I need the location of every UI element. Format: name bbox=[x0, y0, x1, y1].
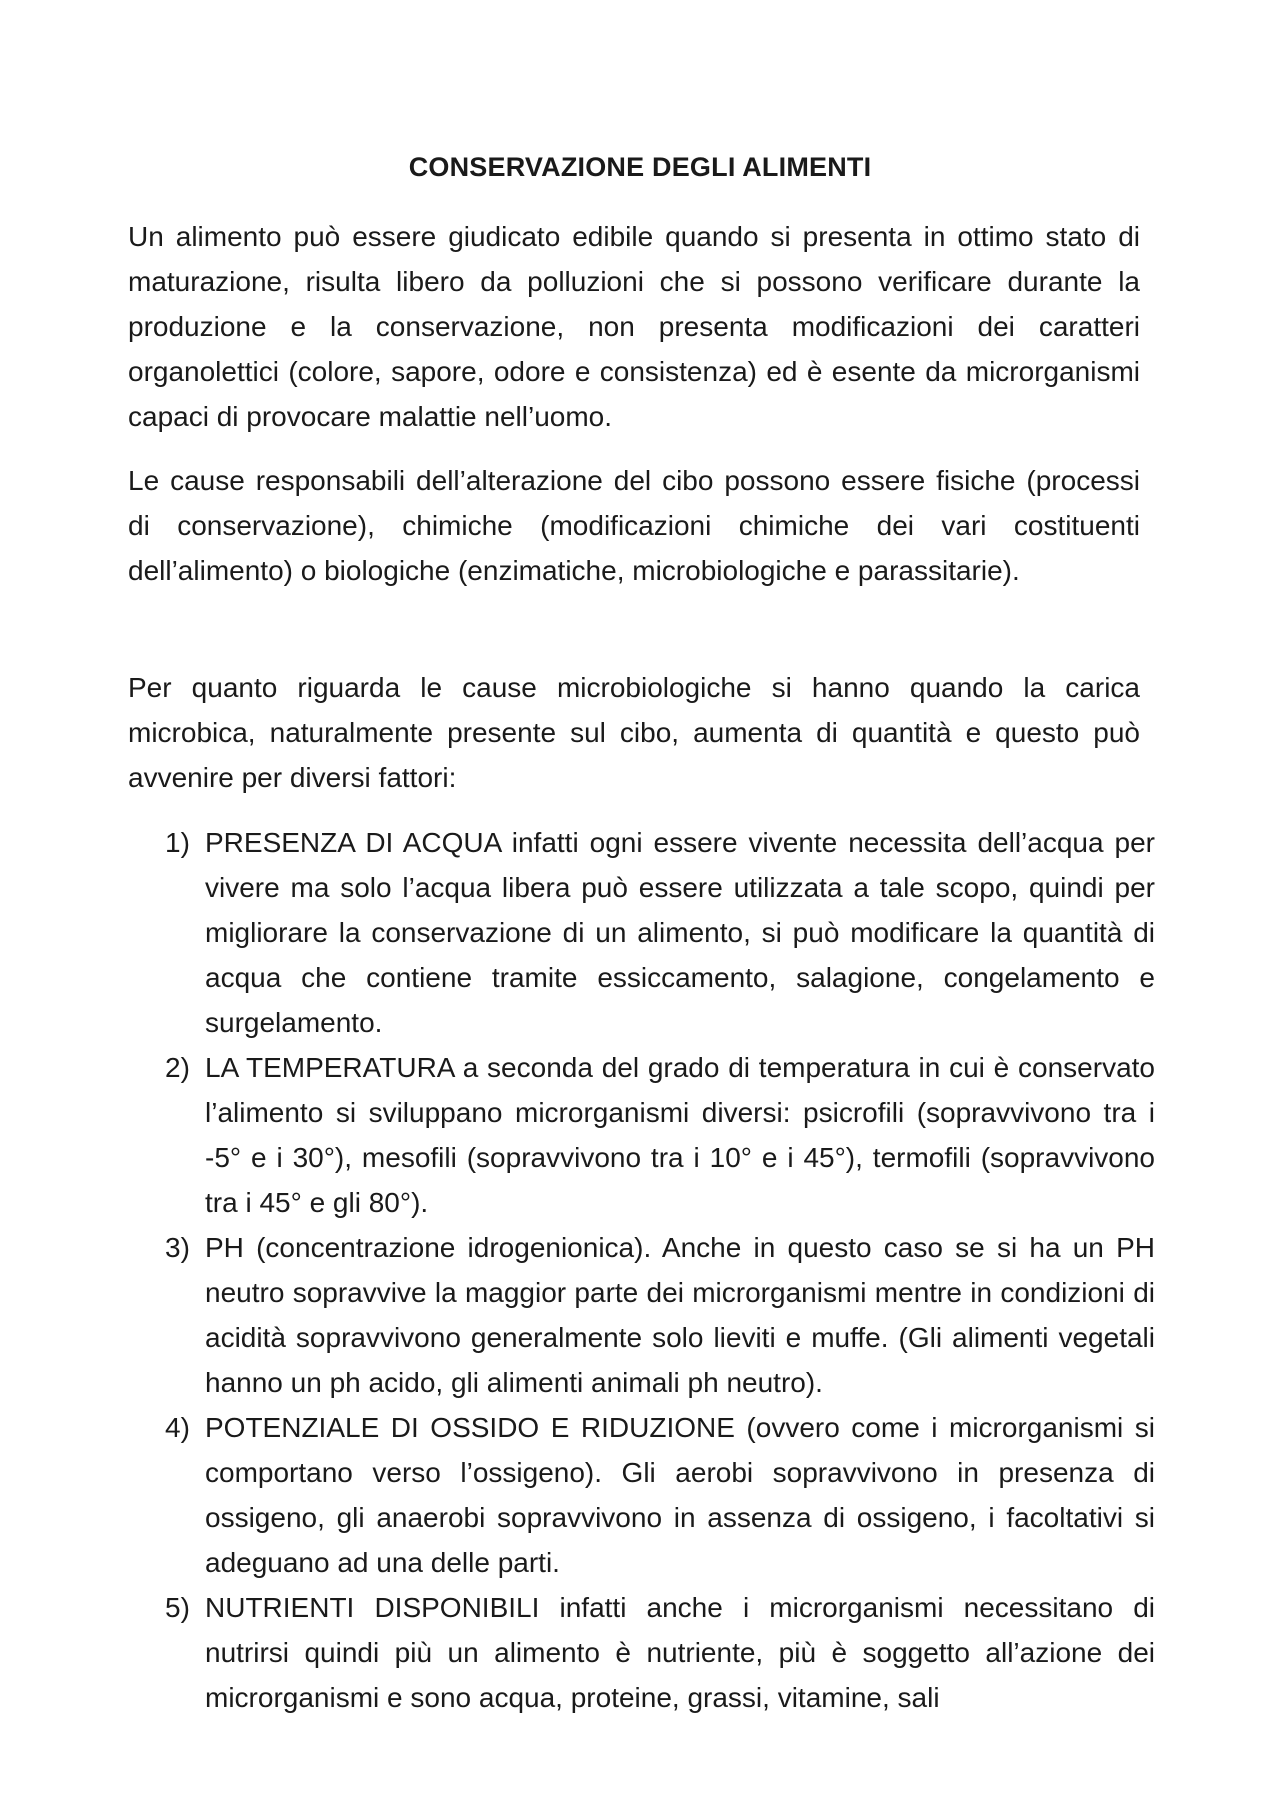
list-item-text: PRESENZA DI ACQUA infatti ogni essere vivente necessita dell’acqua per vivere ma solo l’acqua libera può essere utilizzata a tale scopo, quindi per migliorare la conservazione di un alimento, si può modificare la quantità di acqua che contiene tramite essiccamento, salagione, congelamento e surgelamento. bbox=[205, 827, 1155, 1038]
list-item bbox=[165, 820, 1155, 1045]
paragraph-microbiological: Per quanto riguarda le cause microbiologiche si hanno quando la carica microbica, naturalmente presente sul cibo, aumenta di quantità e questo può avvenire per diversi fattori: bbox=[128, 672, 1140, 793]
list-item-number: 3) bbox=[165, 1232, 190, 1263]
list-item bbox=[165, 1225, 1155, 1405]
list-item-number: 1) bbox=[165, 827, 190, 858]
paragraph-causes: Le cause responsabili dell’alterazione del cibo possono essere fisiche (processi di conservazione), chimiche (modificazioni chimiche dei vari costituenti dell’alimento) o biologiche (enzimatiche, microbiologiche e parassitarie). bbox=[128, 465, 1140, 586]
list-item bbox=[165, 1045, 1155, 1225]
list-item-text: LA TEMPERATURA a seconda del grado di temperatura in cui è conservato l’alimento si sviluppano microrganismi diversi: psicrofili (sopravvivono tra i -5° e i 30°), mesofili (sopravvivono tra i 10° e i 45°), termofili (sopravvivono tra i 45° e gli 80°). bbox=[205, 1052, 1155, 1218]
document-title: CONSERVAZIONE DEGLI ALIMENTI bbox=[408, 152, 872, 182]
paragraph-intro: Un alimento può essere giudicato edibile quando si presenta in ottimo stato di maturazione, risulta libero da polluzioni che si possono verificare durante la produzione e la conservazione, non presenta modificazioni dei caratteri organolettici (colore, sapore, odore e consistenza) ed è esente da microrganismi capaci di provocare malattie nell’uomo. bbox=[128, 221, 1140, 432]
list-item-number: 2) bbox=[165, 1052, 190, 1083]
list-item bbox=[165, 1405, 1155, 1585]
list-item-text: NUTRIENTI DISPONIBILI infatti anche i microrganismi necessitano di nutrirsi quindi più un alimento è nutriente, più è soggetto all’azione dei microrganismi e sono acqua, proteine, grassi, vitamine, sali bbox=[205, 1592, 1155, 1713]
list-item-number: 5) bbox=[165, 1592, 190, 1623]
list-item-text: PH (concentrazione idrogenionica). Anche in questo caso se si ha un PH neutro sopravvive la maggior parte dei microrganismi mentre in condizioni di acidità sopravvivono generalmente solo lieviti e muffe. (Gli alimenti vegetali hanno un ph acido, gli alimenti animali ph neutro). bbox=[205, 1232, 1155, 1398]
list-item-text: POTENZIALE DI OSSIDO E RIDUZIONE (ovvero come i microrganismi si comportano verso l’ossigeno). Gli aerobi sopravvivono in presenza di ossigeno, gli anaerobi sopravvivono in assenza di ossigeno, i facoltativi si adeguano ad una delle parti. bbox=[205, 1412, 1155, 1578]
list-item bbox=[165, 1585, 1155, 1720]
list-item-number: 4) bbox=[165, 1412, 190, 1443]
factors-list bbox=[165, 820, 1155, 1720]
